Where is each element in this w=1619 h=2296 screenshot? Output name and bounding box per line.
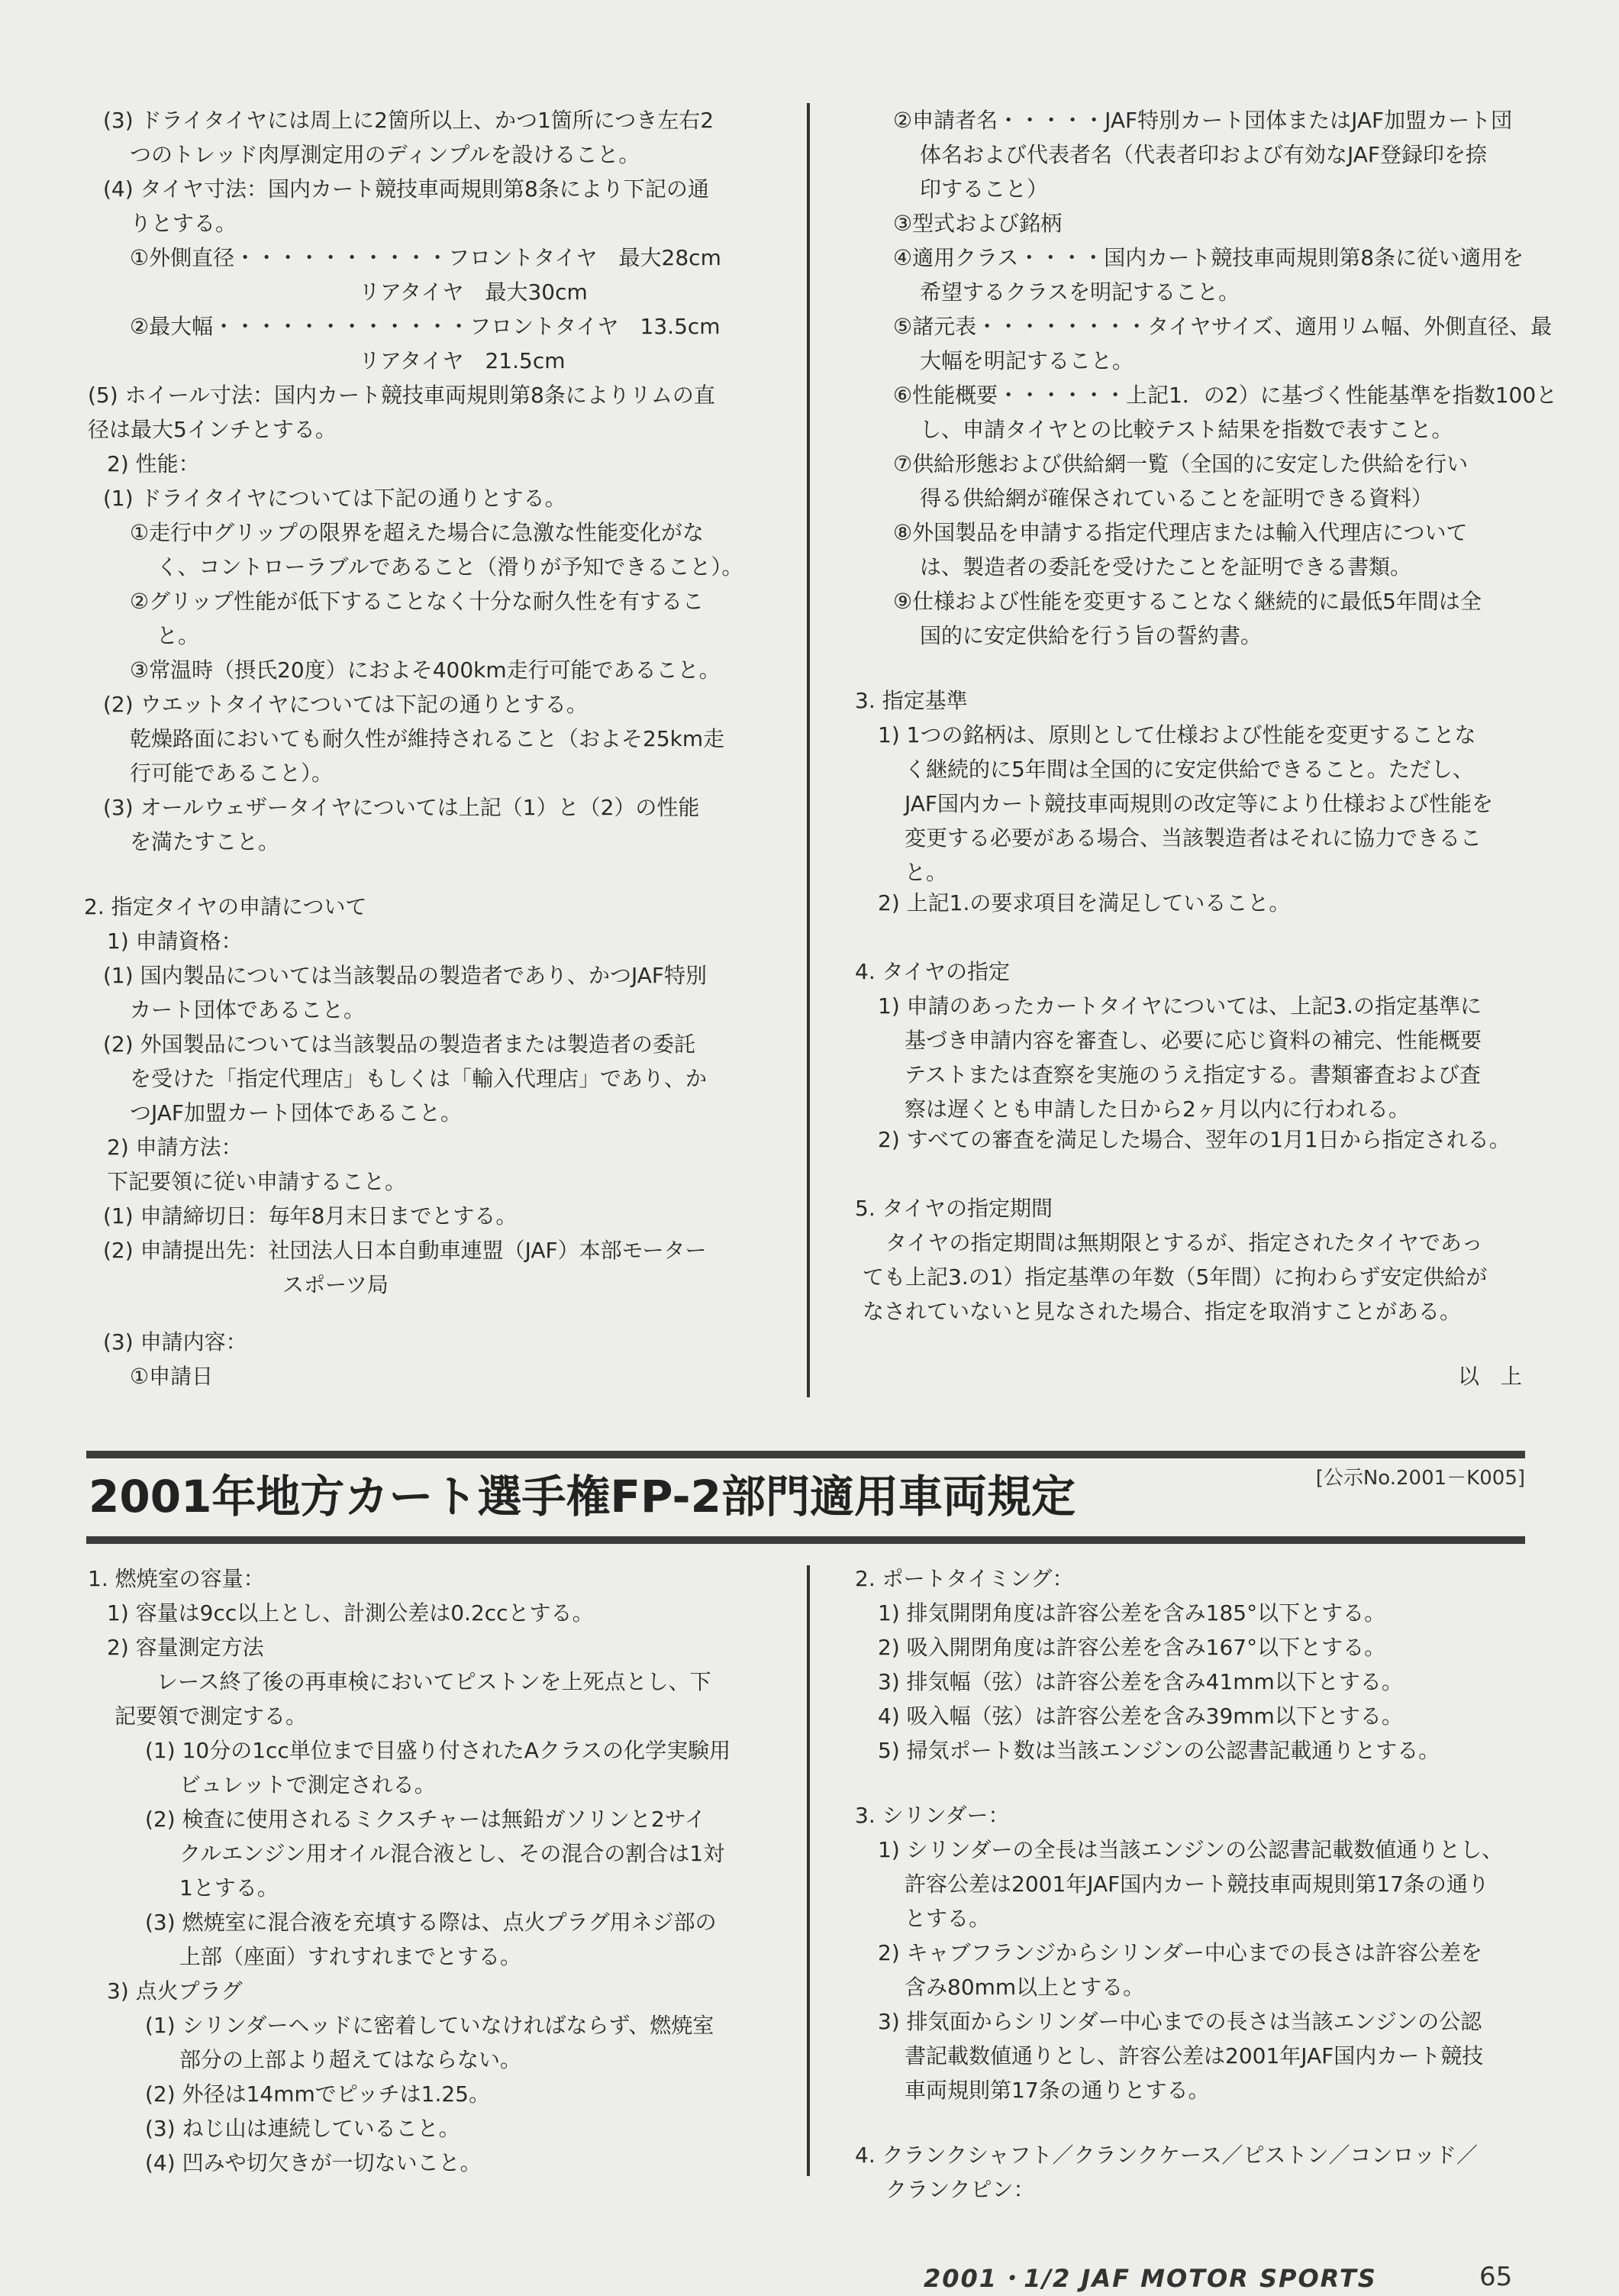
text-line: ①申請日 <box>130 1364 214 1389</box>
text-line: (2) ウエットタイヤについては下記の通りとする。 <box>103 692 588 717</box>
text-line: 径は最大5インチとする。 <box>88 417 337 442</box>
text-line: JAF国内カート競技車両規則の改定等により仕様および性能を <box>905 791 1494 816</box>
section-heading: 2. 指定タイヤの申請について <box>84 894 367 919</box>
text-line: 上部（座面）すれすれまでとする。 <box>179 1944 522 1969</box>
text-line: (4) タイヤ寸法：国内カート競技車両規則第8条により下記の通 <box>103 176 709 202</box>
text-line: く、コントローラブルであること（滑りが予知できること）。 <box>156 554 743 580</box>
text-line: ⑧外国製品を申請する指定代理店または輸入代理店について <box>893 520 1468 545</box>
text-line: ⑥性能概要・・・・・・上記1．の2）に基づく性能基準を指数100と <box>893 383 1558 408</box>
text-line: 乾燥路面においても耐久性が維持されること（およそ25km走 <box>130 726 725 751</box>
text-line: (2) 申請提出先：社団法人日本自動車連盟（JAF）本部モーター <box>103 1238 707 1263</box>
text-line: 下記要領に従い申請すること。 <box>107 1169 407 1194</box>
text-line: スポーツ局 <box>282 1272 389 1297</box>
text-line: 車両規則第17条の通りとする。 <box>905 2078 1210 2103</box>
text-line: は、製造者の委託を受けたことを証明できる書類。 <box>920 554 1412 580</box>
text-line: 大幅を明記すること。 <box>920 348 1134 373</box>
text-line: ②申請者名・・・・・JAF特別カート団体またはJAF加盟カート団 <box>893 108 1513 133</box>
text-line: (3) オールウェザータイヤについては上記（1）と（2）の性能 <box>103 795 700 820</box>
text-line: 2) 容量測定方法 <box>107 1635 264 1660</box>
text-line: し、申請タイヤとの比較テスト結果を指数で表すこと。 <box>920 417 1453 442</box>
text-line: ②最大幅・・・・・・・・・・・・フロントタイヤ 13.5cm <box>130 314 721 339</box>
text-line: と。 <box>905 860 948 885</box>
magazine-footer: 2001・1/2 JAF MOTOR SPORTS <box>924 2264 1377 2293</box>
text-line: 3) 点火プラグ <box>107 1978 243 2004</box>
text-line: ②グリップ性能が低下することなく十分な耐久性を有するこ <box>130 589 704 614</box>
text-line: つJAF加盟カート団体であること。 <box>130 1100 463 1125</box>
text-line: カート団体であること。 <box>130 997 366 1022</box>
text-line: 1) 容量は9cc以上とし、計測公差は0.2ccとする。 <box>107 1600 594 1626</box>
text-line: 1) 申請のあったカートタイヤについては、上記3.の指定基準に <box>878 993 1482 1019</box>
text-line: 2) すべての審査を満足した場合、翌年の1月1日から指定される。 <box>878 1127 1511 1152</box>
text-line: クルエンジン用オイル混合液とし、その混合の割合は1対 <box>179 1841 725 1866</box>
text-line: ⑤諸元表・・・・・・・・タイヤサイズ、適用リム幅、外側直径、最 <box>893 314 1553 339</box>
text-line: (1) ドライタイヤについては下記の通りとする。 <box>103 486 566 511</box>
text-line: 2) 上記1.の要求項目を満足していること。 <box>878 890 1291 915</box>
text-line: レース終了後の再車検においてピストンを上死点とし、下 <box>156 1669 711 1694</box>
text-line: (1) 10分の1cc単位まで目盛り付されたAクラスの化学実験用 <box>145 1738 731 1763</box>
text-line: (2) 検査に使用されるミクスチャーは無鉛ガソリンと2サイ <box>145 1807 706 1832</box>
text-line: 含み80mm以上とする。 <box>905 1975 1145 2000</box>
text-line: (3) ドライタイヤには周上に2箇所以上、かつ1箇所につき左右2 <box>103 108 714 133</box>
text-line: 希望するクラスを明記すること。 <box>920 279 1240 305</box>
text-line: 3) 排気幅（弦）は許容公差を含み41mm以下とする。 <box>878 1669 1403 1694</box>
text-line: を満たすこと。 <box>130 829 280 854</box>
text-line: ⑨仕様および性能を変更することなく継続的に最低5年間は全 <box>893 589 1482 614</box>
text-line: (3) ねじ山は連続していること。 <box>145 2116 460 2141</box>
text-line: (1) シリンダーヘッドに密着していなければならず、燃焼室 <box>145 2013 714 2038</box>
text-line: 2) キャブフランジからシリンダー中心までの長さは許容公差を <box>878 1940 1482 1965</box>
text-line: (4) 凹みや切欠きが一切ないこと。 <box>145 2150 482 2175</box>
text-line: 察は遅くとも申請した日から2ヶ月以内に行われる。 <box>905 1096 1410 1122</box>
section-heading: 4. タイヤの指定 <box>855 959 1011 984</box>
text-line: 2) 吸入開閉角度は許容公差を含み167°以下とする。 <box>878 1635 1386 1660</box>
text-line: 国的に安定供給を行う旨の誓約書。 <box>920 623 1263 648</box>
section-heading: 1. 燃焼室の容量： <box>88 1566 265 1591</box>
text-line: リアタイヤ 21.5cm <box>359 348 566 373</box>
text-line: リアタイヤ 最大30cm <box>359 279 588 305</box>
text-line: ③常温時（摂氏20度）におよそ400km走行可能であること。 <box>130 657 721 683</box>
text-line: く継続的に5年間は全国的に安定供給できること。ただし、 <box>905 757 1474 782</box>
text-line: クランクピン： <box>885 2177 1035 2202</box>
text-line: 3) 排気面からシリンダー中心までの長さは当該エンジンの公認 <box>878 2009 1482 2034</box>
section-heading: 2. ポートタイミング： <box>855 1566 1074 1591</box>
text-line: なされていないと見なされた場合、指定を取消すことがある。 <box>863 1299 1462 1324</box>
text-line: 許容公差は2001年JAF国内カート競技車両規則第17条の通り <box>905 1871 1489 1897</box>
text-line: 1とする。 <box>179 1875 279 1900</box>
text-line: タイヤの指定期間は無期限とするが、指定されたタイヤであっ <box>885 1230 1483 1255</box>
text-line: 5) 掃気ポート数は当該エンジンの公認書記載通りとする。 <box>878 1738 1440 1763</box>
text-line: つのトレッド肉厚測定用のディンプルを設けること。 <box>130 142 640 167</box>
text-line: 書記載数値通りとし、許容公差は2001年JAF国内カート競技 <box>905 2043 1484 2068</box>
text-line: 2) 性能： <box>107 451 200 476</box>
text-line: (2) 外国製品については当該製品の製造者または製造者の委託 <box>103 1032 696 1057</box>
closing-text: 以 上 <box>1458 1364 1523 1389</box>
section-heading: 4. クランクシャフト／クランクケース／ピストン／コンロッド／ <box>855 2143 1478 2168</box>
text-line: 行可能であること）。 <box>130 760 334 786</box>
text-line: 4) 吸入幅（弦）は許容公差を含み39mm以下とする。 <box>878 1703 1403 1729</box>
text-line: 得る供給網が確保されていることを証明できる資料） <box>920 486 1434 511</box>
section-heading: 3. 指定基準 <box>855 688 968 713</box>
text-line: (3) 燃焼室に混合液を充填する際は、点火プラグ用ネジ部の <box>145 1910 717 1935</box>
text-line: 2) 申請方法： <box>107 1135 243 1160</box>
text-line: 体名および代表者名（代表者印および有効なJAF登録印を捺 <box>920 142 1488 167</box>
text-line: (1) 申請締切日：毎年8月末日までとする。 <box>103 1203 518 1229</box>
section-heading: 3. シリンダー： <box>855 1803 1010 1828</box>
text-line: (5) ホイール寸法：国内カート競技車両規則第8条によりリムの直 <box>88 383 715 408</box>
text-line: ④適用クラス・・・・国内カート競技車両規則第8条に従い適用を <box>893 245 1524 270</box>
text-line: を受けた「指定代理店」もしくは「輸入代理店」であり、か <box>130 1066 708 1091</box>
public-notice-number: [公示No.2001－K005] <box>1315 1467 1525 1490</box>
text-line: テストまたは査察を実施のうえ指定する。書類審査および査 <box>905 1062 1481 1087</box>
text-line: ビュレットで測定される。 <box>179 1772 436 1797</box>
text-line: 記要領で測定する。 <box>114 1703 308 1729</box>
text-line: 印すること） <box>920 176 1049 202</box>
section-title: 2001年地方カート選手権FP-2部門適用車両規定 <box>89 1471 1076 1523</box>
text-line: 1) 1つの銘柄は、原則として仕様および性能を変更することな <box>878 722 1476 748</box>
text-line: 部分の上部より超えてはならない。 <box>179 2047 522 2072</box>
text-line: 1) シリンダーの全長は当該エンジンの公認書記載数値通りとし、 <box>878 1837 1504 1862</box>
text-line: (3) 申請内容： <box>103 1329 247 1355</box>
text-line: ても上記3.の1）指定基準の年数（5年間）に拘わらず安定供給が <box>863 1264 1488 1290</box>
text-line: と。 <box>156 623 200 648</box>
text-line: (1) 国内製品については当該製品の製造者であり、かつJAF特別 <box>103 963 708 988</box>
text-line: とする。 <box>905 1906 991 1931</box>
text-line: ①外側直径・・・・・・・・・・フロントタイヤ 最大28cm <box>130 245 721 270</box>
text-line: ①走行中グリップの限界を超えた場合に急激な性能変化がな <box>130 520 704 545</box>
text-line: 変更する必要がある場合、当該製造者はそれに協力できるこ <box>905 825 1482 851</box>
text-line: 1) 排気開閉角度は許容公差を含み185°以下とする。 <box>878 1600 1386 1626</box>
section-heading: 5. タイヤの指定期間 <box>855 1196 1053 1221</box>
page-number: 65 <box>1479 2262 1513 2292</box>
text-line: 1) 申請資格： <box>107 928 243 954</box>
text-line: りとする。 <box>130 211 237 236</box>
text-line: (2) 外径は14mmでピッチは1.25。 <box>145 2081 490 2107</box>
text-line: ⑦供給形態および供給網一覧（全国的に安定した供給を行い <box>893 451 1469 476</box>
text-line: 基づき申請内容を審査し、必要に応じ資料の補完、性能概要 <box>905 1028 1482 1053</box>
text-line: ③型式および銘柄 <box>893 211 1063 236</box>
